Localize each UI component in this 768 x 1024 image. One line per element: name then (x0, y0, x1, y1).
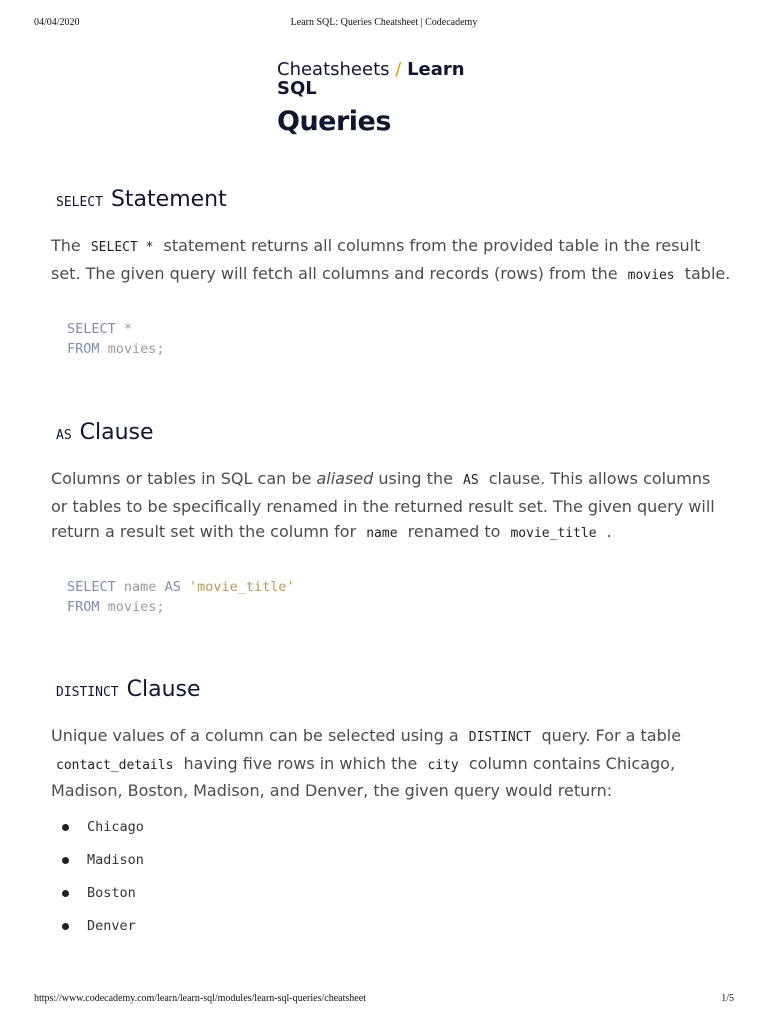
select-heading-word: Statement (110, 187, 227, 212)
as-description: Columns or tables in SQL can be aliased using the AS clause. This allows columns or tables to be specifically renamed in the returned result set. The given query will return a result set with the column for name renamed to movie_title . (51, 469, 715, 541)
inline-code: name (366, 526, 398, 541)
breadcrumb (277, 60, 467, 98)
print-footer (34, 993, 734, 1007)
breadcrumb-separator: / (395, 59, 402, 80)
as-heading-word: Clause (79, 420, 154, 445)
distinct-heading-word: Clause (126, 677, 201, 702)
distinct-section-heading (56, 674, 201, 702)
list-item: Madison (60, 848, 144, 881)
select-section-heading (56, 184, 227, 212)
select-code-example: SELECT * FROM movies; (67, 321, 165, 357)
inline-code: city (427, 757, 459, 773)
bullet-icon (62, 857, 69, 864)
list-item: Chicago (60, 815, 144, 848)
list-item: Boston (60, 881, 144, 914)
as-keyword: AS (56, 428, 72, 443)
inline-code: DISTINCT (468, 730, 532, 745)
bullet-icon (62, 824, 69, 831)
page-title: Queries (277, 106, 391, 137)
inline-code: movies (627, 267, 675, 283)
print-date: 04/04/2020 (34, 17, 80, 28)
inline-code: contact_details (56, 757, 174, 773)
as-code-example: SELECT name AS 'movie_title' FROM movies; (67, 579, 295, 615)
select-description: The SELECT * statement returns all columns from the provided table in the result set. The given query will fetch all columns and records (rows) from the movies table. (51, 236, 731, 283)
distinct-results-list (60, 815, 144, 947)
inline-code: SELECT * (90, 240, 154, 255)
select-keyword: SELECT (56, 195, 103, 210)
distinct-keyword: DISTINCT (56, 685, 119, 700)
breadcrumb-current-learn: Learn (407, 59, 465, 80)
inline-code: AS (463, 473, 479, 488)
distinct-description: Unique values of a column can be selected using a DISTINCT query. For a table contact_details having five rows in which the city column contains Chicago, Madison, Boston, Madison, and Denver, the given query would return: (51, 726, 682, 800)
bullet-icon (62, 890, 69, 897)
as-section-heading (56, 417, 154, 445)
bullet-icon (62, 923, 69, 930)
print-url: https://www.codecademy.com/learn/learn-sql/modules/learn-sql-queries/cheatsheet (34, 993, 366, 1004)
breadcrumb-cheatsheets-link[interactable]: Cheatsheets (277, 59, 390, 80)
print-header (34, 17, 734, 31)
print-page-number: 1/5 (721, 993, 734, 1004)
inline-code: movie_title (510, 526, 597, 541)
list-item: Denver (60, 914, 144, 947)
print-document-title: Learn SQL: Queries Cheatsheet | Codecademy (290, 17, 478, 28)
breadcrumb-current-sql: SQL (277, 78, 317, 99)
